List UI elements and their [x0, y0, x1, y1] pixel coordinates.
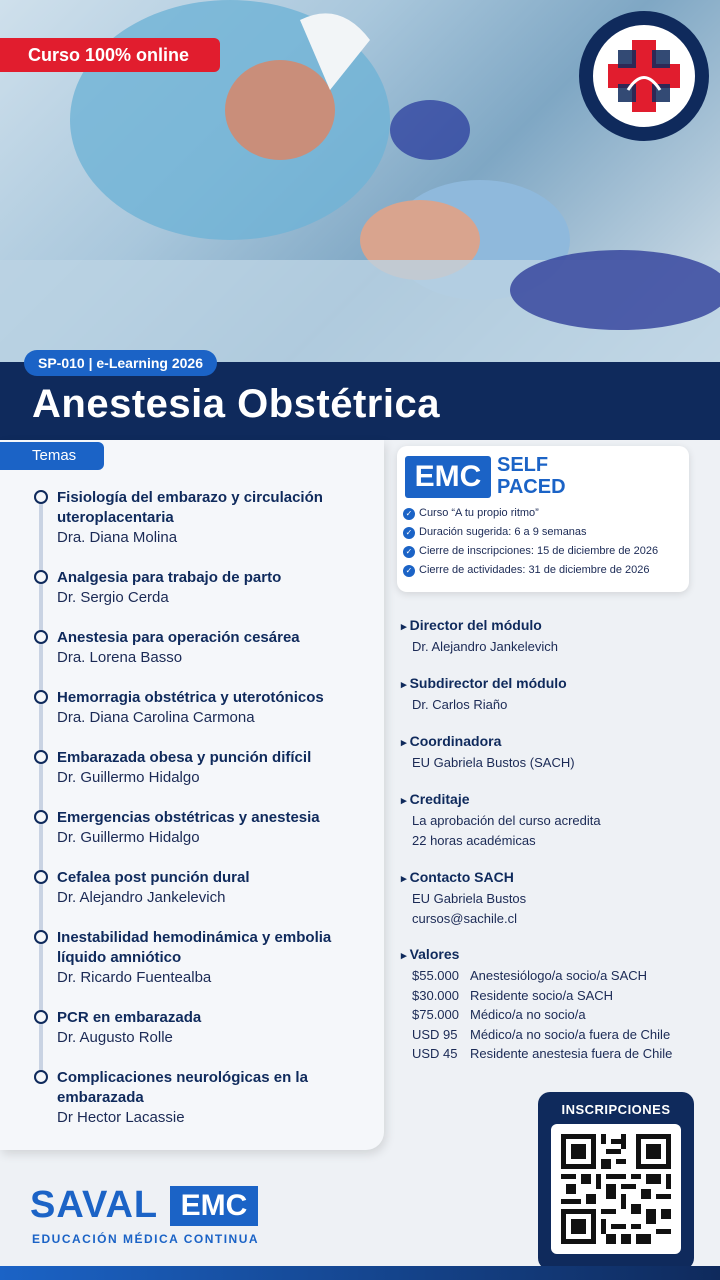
valor-price: USD 95 [412, 1026, 458, 1042]
valor-row [412, 966, 711, 986]
valores-block [401, 945, 711, 1064]
emc-detail-row [403, 542, 658, 561]
valor-price: $75.000 [412, 1007, 459, 1022]
valor-row [412, 986, 711, 1006]
emc-detail-text: Cierre de inscripciones: 15 de diciembre de 2026 [419, 545, 659, 557]
timeline-dot [34, 1070, 48, 1084]
valor-row [412, 1025, 711, 1045]
creditaje-block [401, 790, 711, 850]
topic-doctor: Dr. Ricardo Fuentealba [57, 969, 212, 986]
topic-doctor: Dr. Augusto Rolle [57, 1029, 173, 1046]
topic-item [34, 748, 374, 788]
coordinadora-value: EU Gabriela Bustos (SACH) [412, 755, 575, 770]
topic-title: Emergencias obstétricas y anestesia [57, 809, 320, 826]
topic-title: Cefalea post punción dural [57, 869, 250, 886]
valor-price: USD 45 [412, 1046, 458, 1061]
director-value: Dr. Alejandro Jankelevich [412, 639, 558, 654]
sach-seal-logo [578, 10, 710, 142]
emc-wordmark: EMC [170, 1186, 258, 1226]
course-code: SP-010 | e-Learning 2026 [24, 350, 217, 376]
paced-label: PACED [497, 476, 566, 498]
self-label: SELF [497, 454, 549, 476]
topic-item [34, 1008, 374, 1048]
timeline-dot [34, 750, 48, 764]
topic-title: Analgesia para trabajo de parto [57, 569, 282, 586]
contacto-heading: ▸ Contacto SACH [401, 868, 711, 889]
valor-price: $30.000 [412, 987, 459, 1003]
online-badge: Curso 100% online [0, 38, 220, 72]
coordinadora-heading: ▸ Coordinadora [401, 732, 711, 753]
topic-title: Fisiología del embarazo y circulación uteroplacentaria [57, 489, 323, 526]
subdirector-value: Dr. Carlos Riaño [412, 697, 508, 712]
inscripciones-box[interactable] [538, 1092, 694, 1270]
page-title: Anestesia Obstétrica [32, 382, 440, 426]
timeline-dot [34, 930, 48, 944]
temas-label: Temas [0, 442, 104, 470]
contacto-name: EU Gabriela Bustos [412, 891, 527, 906]
topic-doctor: Dra. Lorena Basso [57, 649, 183, 666]
check-icon: ✓ [403, 508, 415, 520]
emc-details-list [403, 504, 658, 580]
topic-title: Hemorragia obstétrica y uterotónicos [57, 689, 324, 706]
qr-code[interactable] [551, 1124, 681, 1254]
topic-item [34, 628, 374, 668]
logo-tagline: EDUCACIÓN MÉDICA CONTINUA [32, 1232, 260, 1246]
topic-title: Complicaciones neurológicas en la embarazada [57, 1069, 308, 1106]
check-icon: ✓ [403, 527, 415, 539]
emc-detail-text: Curso “A tu propio ritmo” [419, 507, 539, 519]
coordinadora-block [401, 732, 711, 773]
valor-price: $55.000 [412, 968, 459, 983]
topic-title: Inestabilidad hemodinámica y embolia líquido amniótico [57, 929, 332, 966]
emc-detail-row [403, 504, 658, 523]
topic-doctor: Dr. Guillermo Hidalgo [57, 829, 200, 846]
topic-item [34, 808, 374, 848]
creditaje-line-2: 22 horas académicas [412, 832, 536, 848]
emc-detail-text: Cierre de actividades: 31 de diciembre de 2026 [419, 564, 650, 576]
timeline-dot [34, 490, 48, 504]
topic-item [34, 688, 374, 728]
timeline-dot [34, 870, 48, 884]
valores-heading: ▸ Valores [401, 945, 711, 966]
emc-detail-text: Duración sugerida: 6 a 9 semanas [419, 526, 587, 538]
topic-title: PCR en embarazada [57, 1009, 202, 1026]
director-heading: ▸ Director del módulo [401, 616, 711, 637]
emc-self-paced-card [397, 446, 689, 592]
topic-doctor: Dra. Diana Carolina Carmona [57, 709, 255, 726]
valor-desc: Médico/a no socio/a fuera de Chile [470, 1026, 671, 1042]
emc-logo-box: EMC [405, 456, 491, 498]
valor-row [412, 1005, 711, 1025]
topic-doctor: Dra. Diana Molina [57, 529, 178, 546]
qr-code-graphic [551, 1124, 681, 1254]
self-paced-label [497, 454, 566, 498]
topic-doctor: Dr. Sergio Cerda [57, 589, 169, 606]
check-icon: ✓ [403, 546, 415, 558]
topic-title: Embarazada obesa y punción difícil [57, 749, 312, 766]
valor-row [412, 1044, 711, 1064]
bottom-bar [0, 1266, 720, 1280]
topic-doctor: Dr. Alejandro Jankelevich [57, 889, 226, 906]
timeline-dot [34, 690, 48, 704]
inscripciones-label: INSCRIPCIONES [561, 1102, 671, 1117]
contacto-email[interactable]: cursos@sachile.cl [412, 910, 517, 926]
timeline-dot [34, 570, 48, 584]
contacto-block [401, 868, 711, 928]
topic-item [34, 1068, 374, 1128]
valor-desc: Anestesiólogo/a socio/a SACH [470, 968, 648, 983]
creditaje-heading: ▸ Creditaje [401, 790, 711, 811]
valor-desc: Residente socio/a SACH [470, 987, 614, 1003]
topic-item [34, 928, 374, 988]
topic-item [34, 488, 374, 548]
subdirector-block [401, 674, 711, 715]
topic-item [34, 868, 374, 908]
topic-title: Anestesia para operación cesárea [57, 629, 300, 646]
valor-desc: Residente anestesia fuera de Chile [470, 1046, 673, 1061]
director-block [401, 616, 711, 657]
check-icon: ✓ [403, 565, 415, 577]
topic-item [34, 568, 374, 608]
topic-doctor: Dr Hector Lacassie [57, 1109, 185, 1126]
creditaje-line-1: La aprobación del curso acredita [412, 813, 601, 828]
topic-doctor: Dr. Guillermo Hidalgo [57, 769, 200, 786]
timeline-dot [34, 810, 48, 824]
timeline-dot [34, 630, 48, 644]
saval-wordmark: SAVAL [30, 1184, 159, 1226]
emc-detail-row [403, 561, 658, 580]
emc-detail-row [403, 523, 658, 542]
subdirector-heading: ▸ Subdirector del módulo [401, 674, 711, 695]
valor-desc: Médico/a no socio/a [470, 1007, 586, 1022]
timeline-dot [34, 1010, 48, 1024]
